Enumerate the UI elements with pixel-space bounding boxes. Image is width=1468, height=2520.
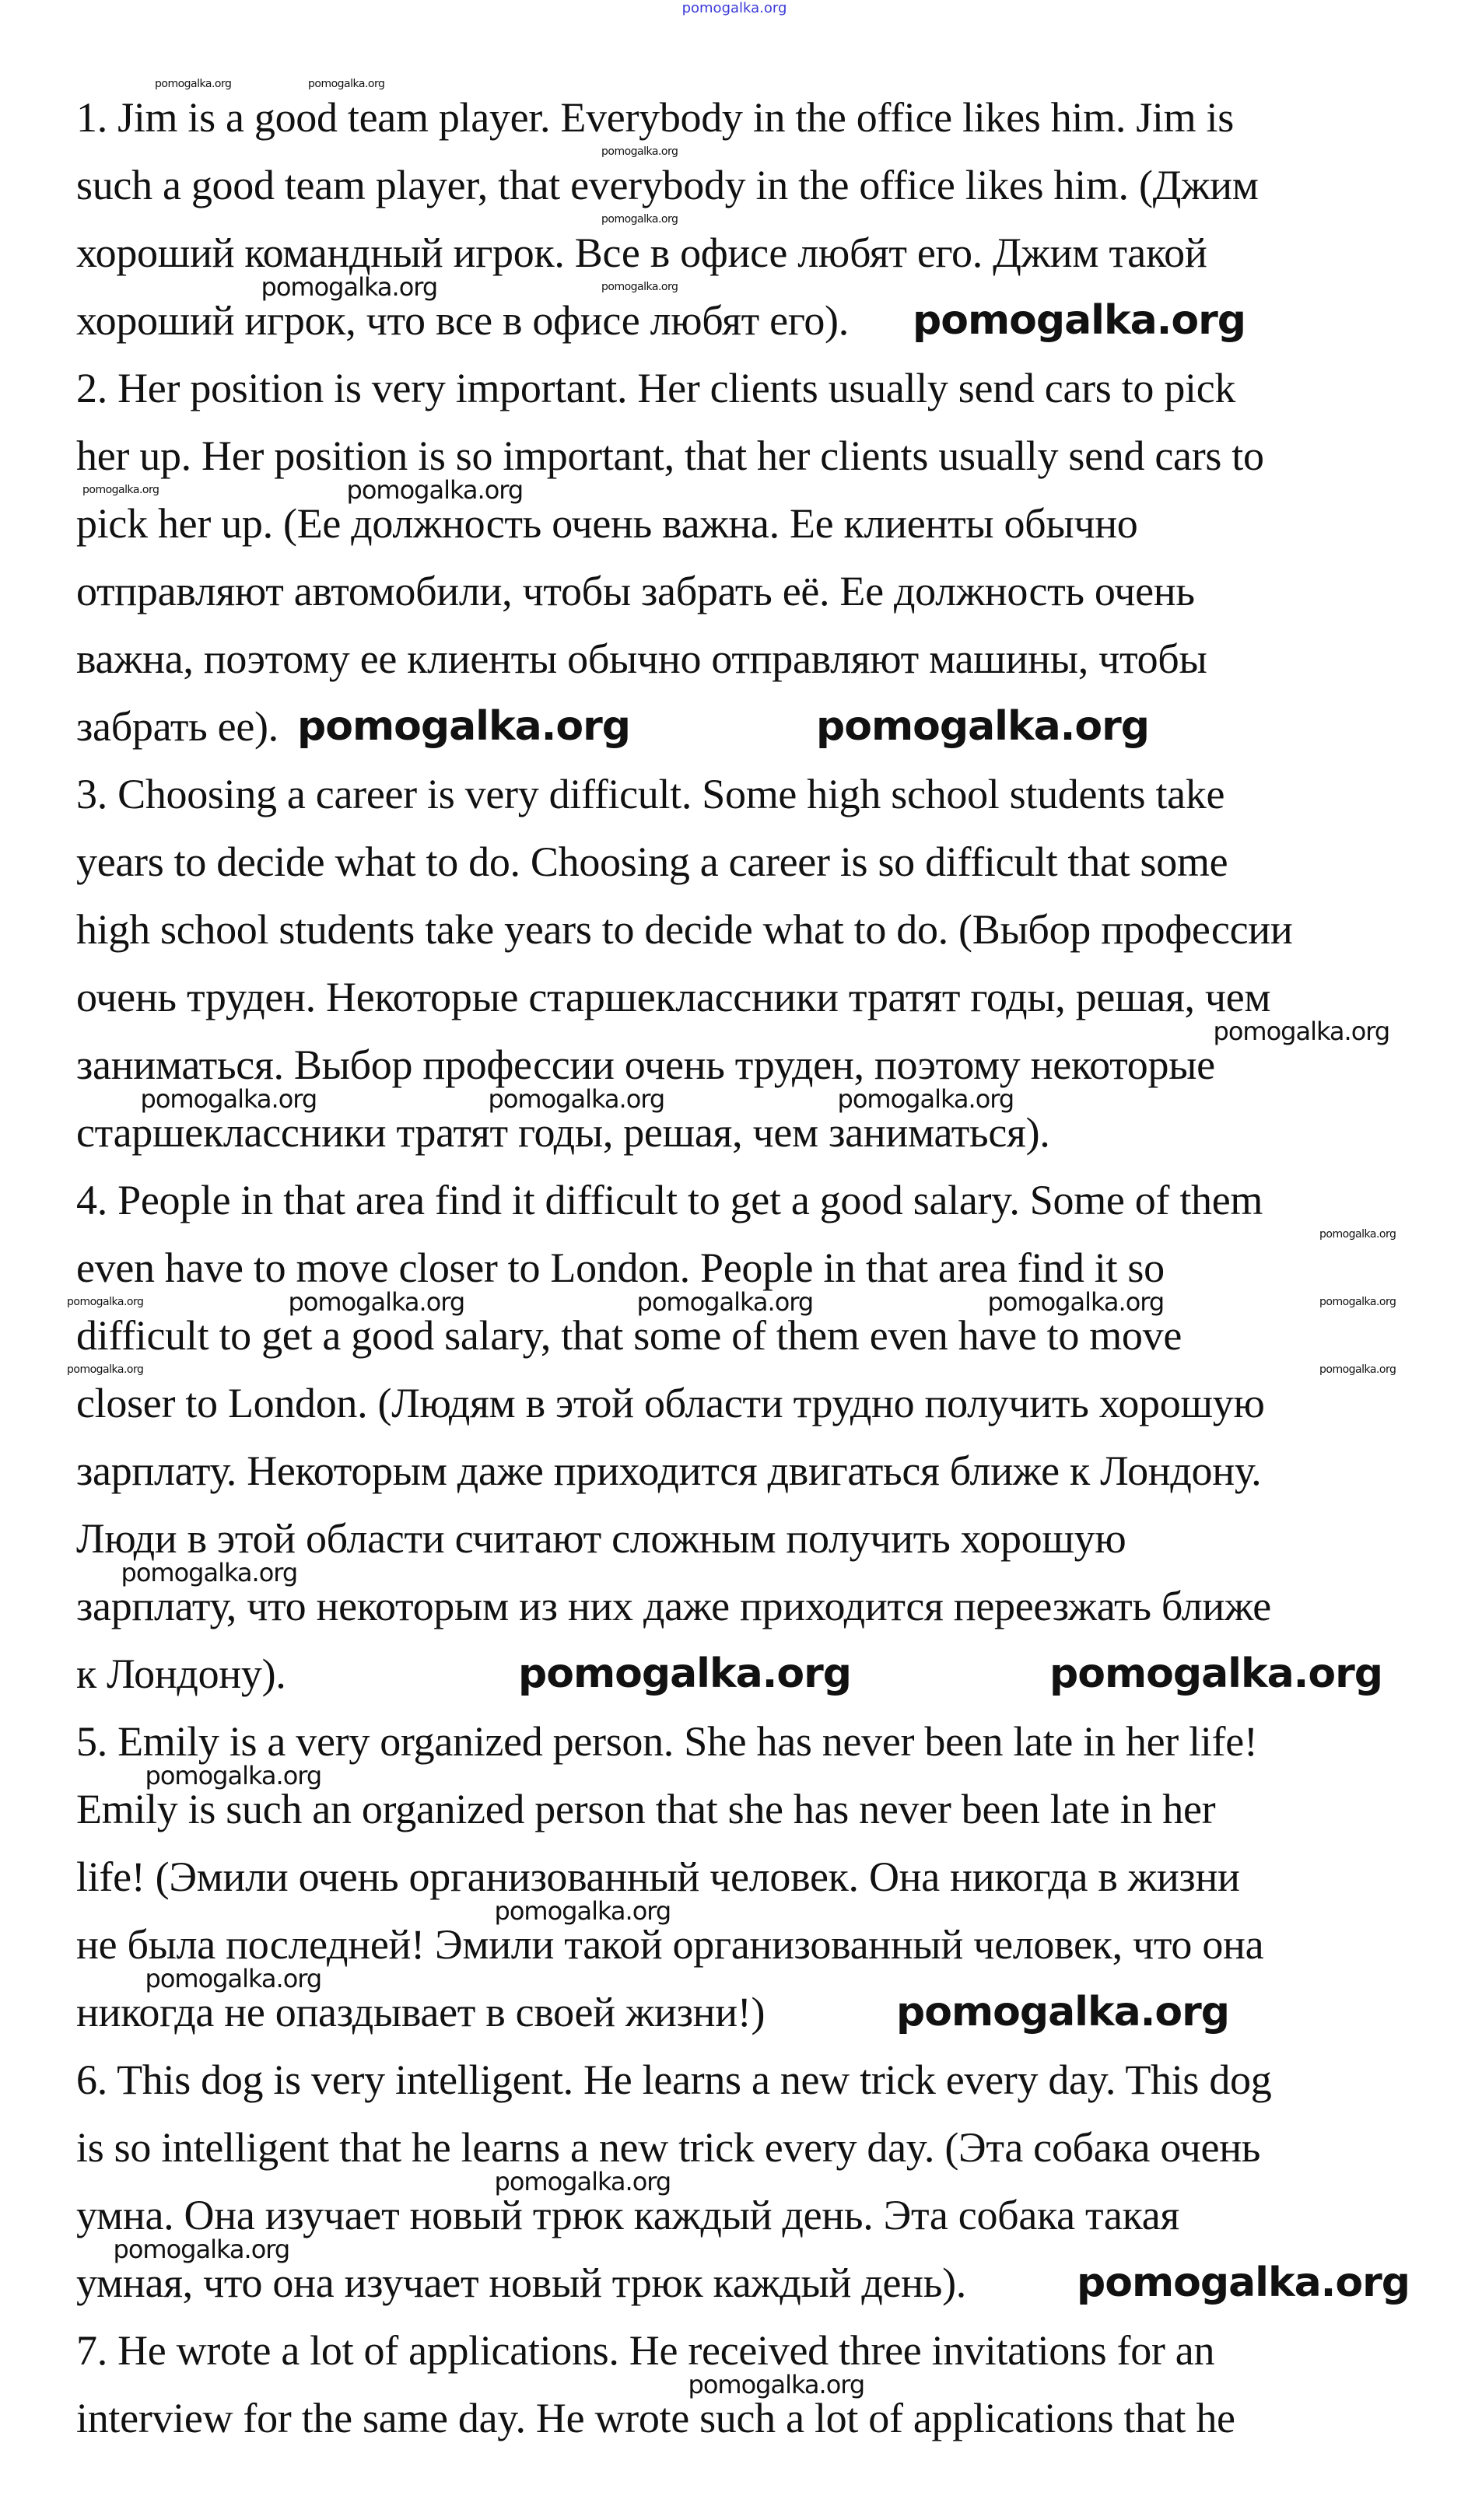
watermark: pomogalka.org <box>1077 2259 1410 2306</box>
watermark: pomogalka.org <box>1319 1227 1396 1241</box>
watermark: pomogalka.org <box>67 1295 144 1308</box>
watermark: pomogalka.org <box>601 212 678 226</box>
watermark: pomogalka.org <box>636 1286 814 1317</box>
paragraph-4-line: 4. People in that area find it difficult to get a good salary. Some of them <box>76 1177 1263 1223</box>
paragraph-2-line: забрать ее). <box>76 703 279 750</box>
watermark: pomogalka.org <box>155 77 232 90</box>
paragraph-1-line: хороший игрок, что все в офисе любят его). <box>76 297 849 344</box>
paragraph-4-line: зарплату. Некоторым даже приходится двигаться ближе к Лондону. <box>76 1447 1262 1494</box>
paragraph-7-line: interview for the same day. He wrote such a lot of applications that he <box>76 2395 1235 2441</box>
watermark: pomogalka.org <box>518 1650 852 1697</box>
paragraph-1-line: хороший командный игрок. Все в офисе любят его. Джим такой <box>76 229 1207 276</box>
paragraph-6-line: умна. Она изучает новый трюк каждый день. Эта собака такая <box>76 2192 1179 2238</box>
paragraph-7-line: 7. He wrote a lot of applications. He received three invitations for an <box>76 2327 1215 2374</box>
watermark: pomogalka.org <box>145 1760 322 1790</box>
paragraph-2-line: отправляют автомобили, чтобы забрать её. Ее должность очень <box>76 568 1195 614</box>
paragraph-5-line: не была последней! Эмили такой организованный человек, что она <box>76 1921 1264 1968</box>
watermark: pomogalka.org <box>896 1989 1230 2035</box>
paragraph-3-line: high school students take years to decide what to do. (Выбор профессии <box>76 906 1293 953</box>
paragraph-6-line: умная, что она изучает новый трюк каждый день). <box>76 2259 966 2306</box>
paragraph-3-line: years to decide what to do. Choosing a career is so difficult that some <box>76 838 1228 885</box>
watermark: pomogalka.org <box>837 1083 1014 1114</box>
paragraph-2-line: her up. Her position is so important, that her clients usually send cars to <box>76 432 1264 479</box>
watermark: pomogalka.org <box>121 1557 298 1587</box>
paragraph-3-line: старшеклассники тратят годы, решая, чем заниматься). <box>76 1109 1050 1156</box>
paragraph-1-line: such a good team player, that everybody in the office likes him. (Джим <box>76 162 1259 208</box>
watermark: pomogalka.org <box>288 1286 465 1317</box>
paragraph-5-line: 5. Emily is a very organized person. She has never been late in her life! <box>76 1718 1258 1765</box>
header-watermark: pomogalka.org <box>681 0 787 16</box>
paragraph-2-line: 2. Her position is very important. Her clients usually send cars to pick <box>76 365 1236 411</box>
watermark: pomogalka.org <box>113 2234 290 2264</box>
paragraph-4-line: к Лондону). <box>76 1650 286 1697</box>
watermark: pomogalka.org <box>1213 1016 1390 1046</box>
watermark: pomogalka.org <box>1319 1363 1396 1376</box>
watermark: pomogalka.org <box>297 703 631 750</box>
paragraph-5-line: life! (Эмили очень организованный человек. Она никогда в жизни <box>76 1853 1240 1900</box>
watermark: pomogalka.org <box>987 1286 1165 1317</box>
watermark: pomogalka.org <box>261 271 438 302</box>
paragraph-1-line: 1. Jim is a good team player. Everybody in the office likes him. Jim is <box>76 94 1234 141</box>
watermark: pomogalka.org <box>601 145 678 158</box>
watermark: pomogalka.org <box>816 703 1150 750</box>
watermark: pomogalka.org <box>140 1083 317 1114</box>
paragraph-5-line: Emily is such an organized person that she has never been late in her <box>76 1786 1216 1832</box>
watermark: pomogalka.org <box>488 1083 665 1114</box>
watermark: pomogalka.org <box>82 483 159 496</box>
paragraph-6-line: is so intelligent that he learns a new trick every day. (Эта собака очень <box>76 2124 1261 2171</box>
watermark: pomogalka.org <box>145 1963 322 1993</box>
paragraph-2-line: важна, поэтому ее клиенты обычно отправляют машины, чтобы <box>76 635 1207 682</box>
watermark: pomogalka.org <box>1319 1295 1396 1308</box>
watermark: pomogalka.org <box>494 2166 671 2196</box>
watermark: pomogalka.org <box>346 474 524 505</box>
watermark: pomogalka.org <box>913 297 1246 344</box>
watermark: pomogalka.org <box>688 2369 865 2399</box>
paragraph-4-line: even have to move closer to London. People in that area find it so <box>76 1244 1165 1291</box>
paragraph-4-line: Люди в этой области считают сложным получить хорошую <box>76 1515 1126 1562</box>
watermark: pomogalka.org <box>494 1895 671 1926</box>
paragraph-6-line: 6. This dog is very intelligent. He learns a new trick every day. This dog <box>76 2056 1272 2103</box>
watermark: pomogalka.org <box>1049 1650 1383 1697</box>
paragraph-4-line: зарплату, что некоторым из них даже приходится переезжать ближе <box>76 1583 1271 1629</box>
paragraph-3-line: 3. Choosing a career is very difficult. Some high school students take <box>76 771 1225 817</box>
watermark: pomogalka.org <box>308 77 385 90</box>
paragraph-3-line: очень труден. Некоторые старшеклассники тратят годы, решая, чем <box>76 974 1271 1020</box>
paragraph-4-line: closer to London. (Людям в этой области трудно получить хорошую <box>76 1380 1265 1426</box>
paragraph-5-line: никогда не опаздывает в своей жизни!) <box>76 1989 766 2035</box>
watermark: pomogalka.org <box>67 1363 144 1376</box>
watermark: pomogalka.org <box>601 280 678 293</box>
paragraph-4-line: difficult to get a good salary, that some of them even have to move <box>76 1312 1182 1359</box>
paragraph-3-line: заниматься. Выбор профессии очень труден, поэтому некоторые <box>76 1041 1215 1088</box>
paragraph-2-line: pick her up. (Ее должность очень важна. Ее клиенты обычно <box>76 500 1138 547</box>
